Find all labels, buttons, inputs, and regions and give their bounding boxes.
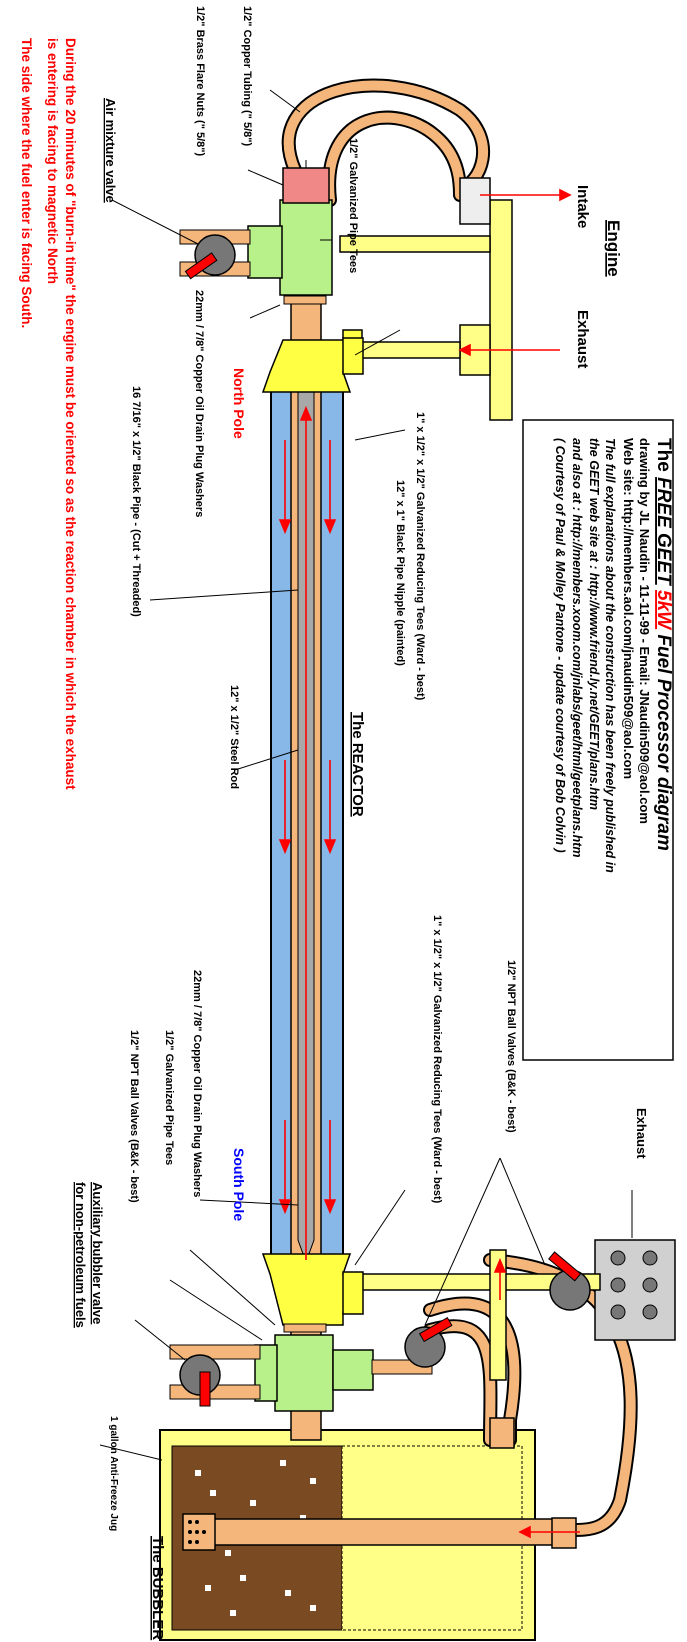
- north-pole-label: North Pole: [231, 368, 247, 439]
- south-pole-label: South Pole: [231, 1148, 247, 1222]
- intake-pipe: [340, 236, 490, 252]
- washer-top: [284, 296, 326, 304]
- aux-valve-label-line2: for non-petroleum fuels: [73, 1182, 88, 1328]
- aux-valve-label-line1: Auxiliary bubbler valve: [90, 1182, 105, 1325]
- reducing-tees-bottom-label: 1" x 1/2" x 1/2" Galvanized Reducing Tees (Ward - best): [431, 915, 443, 1204]
- galvanized-tee-top-arm: [248, 226, 282, 278]
- galv-tees-top-label: 1/2" Galvanized Pipe Tees: [347, 138, 359, 274]
- copper-tubing-label: 1/2" Copper Tubing (" 5/8"): [241, 6, 253, 147]
- brass-flare-nut: [283, 168, 329, 203]
- nipple-label: 12" x 1" Black Pipe Nipple (painted): [394, 480, 406, 666]
- bubbler-inlet-fitting: [552, 1518, 576, 1548]
- ball-valves-right-label: 1/2" NPT Ball Valves (B&K - best): [505, 960, 517, 1133]
- intake-flange: [460, 178, 490, 224]
- antifreeze-label: 1 gallon Anti-Freeze Jug: [108, 1416, 119, 1532]
- reducer-side-port-top: [343, 338, 363, 374]
- black-pipe-label: 16 7/16" x 1/2" Black Pipe - (Cut + Threaded): [130, 386, 142, 617]
- title-line3: Web site: http://members.aol.com/jnaudin509@aol.com: [621, 438, 636, 780]
- title-line6: and also at : http://members.xoom.com/jnlabs/geet/html/geetplans.htm: [570, 438, 584, 858]
- reactor-label: The REACTOR: [349, 712, 366, 817]
- note-line2: is entering is facing to magnetic North: [45, 38, 60, 285]
- steel-rod-label: 12" x 1/2" Steel Rod: [228, 685, 240, 789]
- title-box-text: [553, 438, 674, 873]
- bubbler-outlet-fitting: [490, 1418, 514, 1448]
- galvanized-tee-top: [280, 200, 332, 295]
- note-line1: During the 20 minutes of "burn-in time" the engine must be oriented so as the reaction chamber in which the exhaust: [63, 38, 78, 790]
- reducer-side-port-bottom: [343, 1272, 363, 1314]
- title-line7: ( Courtesy of Paul & Molley Pantone - update courtesy of Bob Colvin ): [553, 438, 567, 853]
- bubbler-label: The BUBBLER: [149, 1536, 166, 1641]
- bubbler-dip-tube: [195, 1519, 570, 1545]
- engine-label: Engine: [604, 220, 623, 277]
- note-line3: The side where the fuel enter is facing South.: [19, 38, 34, 329]
- exhaust-engine-label: Exhaust: [574, 310, 591, 369]
- ball-valve-exhaust: [549, 1252, 590, 1310]
- exhaust-manifold-label: Exhaust: [634, 1108, 649, 1159]
- brass-flare-label: 1/2" Brass Flare Nuts (" 5/8"): [194, 6, 206, 157]
- washers-top-label: 22mm / 7/8" Copper Oil Drain Plug Washers: [193, 290, 205, 518]
- washers-bottom-label: 22mm / 7/8" Copper Oil Drain Plug Washers: [191, 970, 203, 1198]
- ball-valves-left-label: 1/2" NPT Ball Valves (B&K - best): [128, 1030, 140, 1203]
- galvanized-tee-bottom-right: [333, 1350, 373, 1390]
- engine-block: [490, 200, 512, 420]
- washer-bottom: [284, 1324, 326, 1332]
- exhaust-manifold: [595, 1240, 675, 1340]
- title-line1: The FREE GEET 5kW Fuel Processor diagram: [653, 438, 674, 851]
- galvanized-tee-bottom: [275, 1335, 333, 1411]
- reducing-tees-top-label: 1" x 1/2" x 1/2" Galvanized Reducing Tees (Ward - best): [414, 412, 426, 701]
- air-mixture-label: Air mixture valve: [103, 98, 118, 203]
- title-line5: the GEET web site at : http://www.friend.ly.net/GEET/plans.htm: [587, 438, 601, 811]
- title-line2: drawing by JL Naudin - 11-11-99 - Email: JNaudin509@aol.com: [637, 438, 652, 824]
- aux-valve-pipe: [170, 1345, 260, 1359]
- intake-label: Intake: [574, 185, 591, 229]
- title-line4: The full explanations about the construction has been freely published in: [603, 438, 617, 873]
- galv-tees-bottom-label: 1/2" Galvanized Pipe Tees: [163, 1030, 175, 1166]
